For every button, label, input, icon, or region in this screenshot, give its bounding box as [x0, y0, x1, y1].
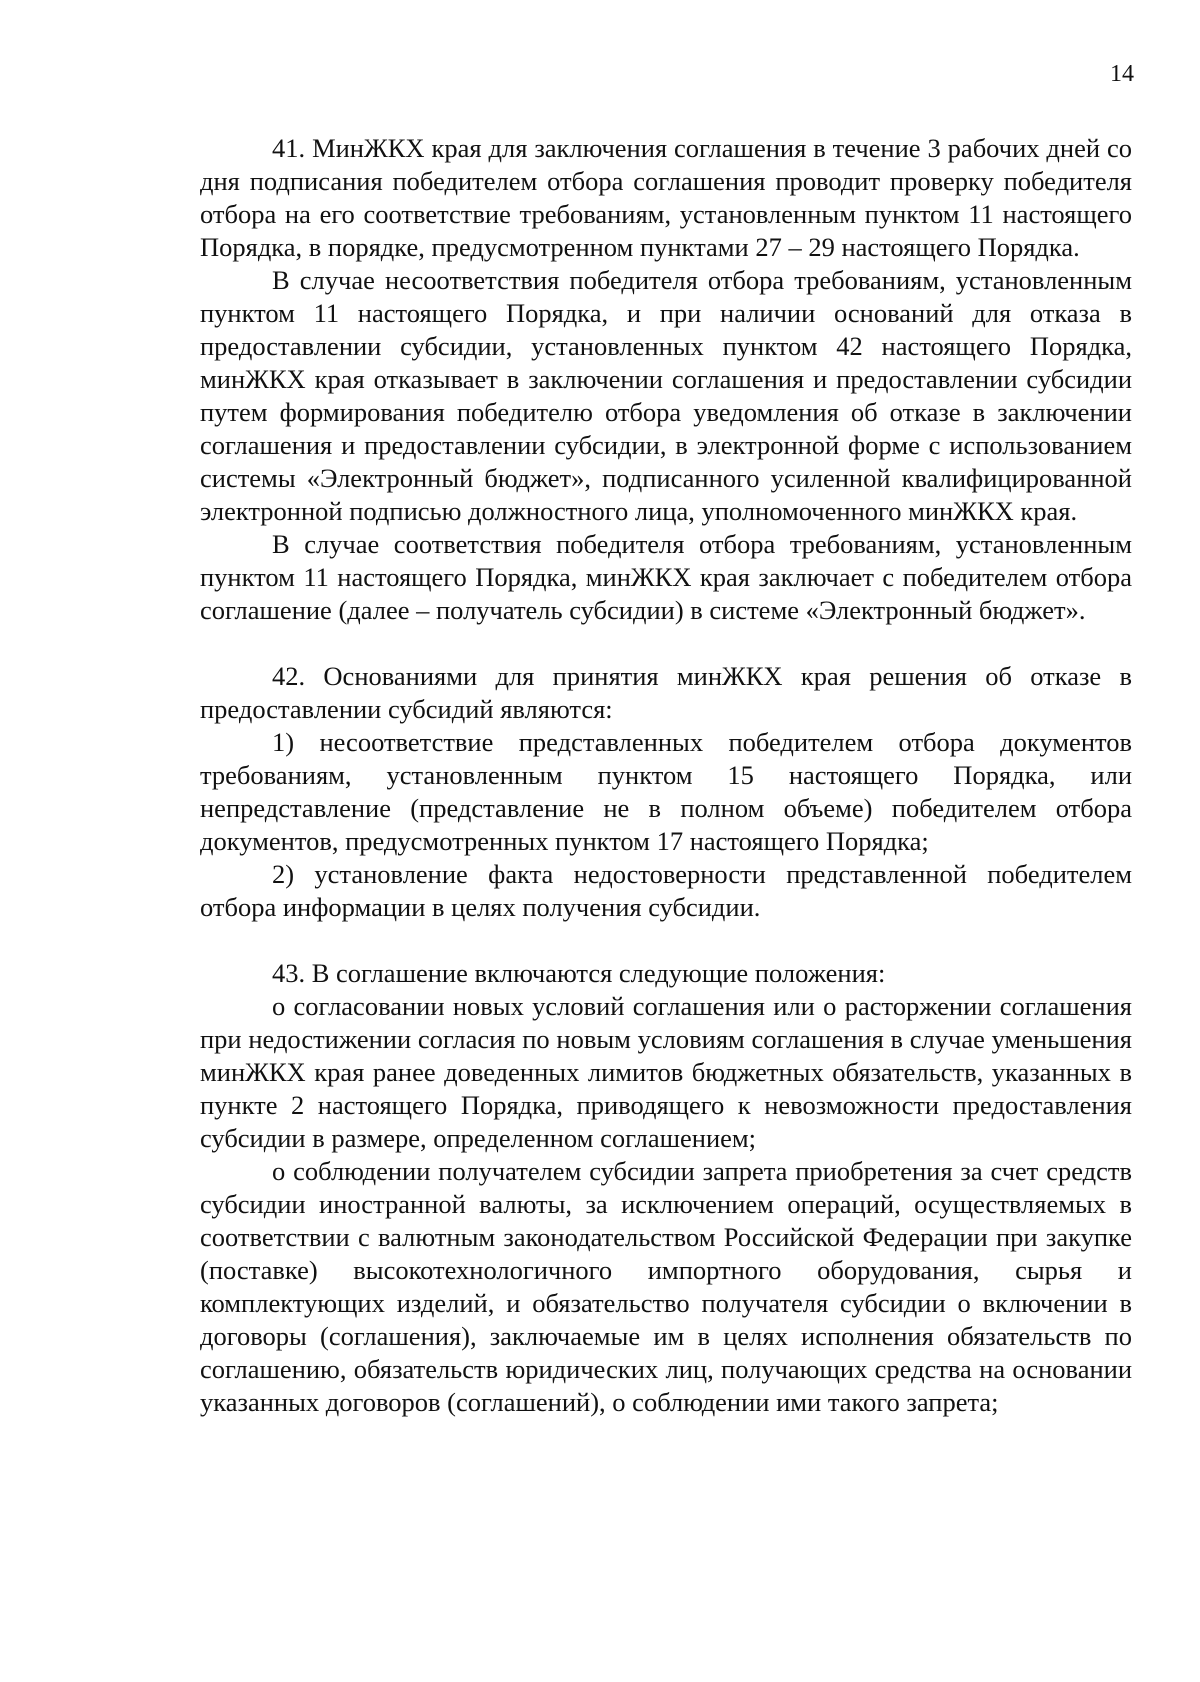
page-number: 14 — [1110, 61, 1134, 87]
document-body — [200, 132, 1132, 1419]
paragraph-43-item-1: о согласовании новых условий соглашения или о расторжении соглашения при недостижении согласия по новым условиям соглашения в случае уменьшения минЖКХ края ранее доведенных лимитов бюджетных обязательств, указанных в пункте 2 настоящего Порядка, приводящего к невозможности предоставления субсидии в размере, определенном соглашением; — [200, 991, 1132, 1153]
paragraph-41: 41. МинЖКХ края для заключения соглашения в течение 3 рабочих дней со дня подписания победителем отбора соглашения проводит проверку победителя отбора на его соответствие требованиям, установленным пунктом 11 настоящего Порядка, в порядке, предусмотренном пунктами 27 – 29 настоящего Порядка. — [200, 133, 1132, 262]
section-gap — [200, 924, 1132, 957]
paragraph-43: 43. В соглашение включаются следующие положения: — [272, 958, 886, 988]
paragraph-42-item-1: 1) несоответствие представленных победителем отбора документов требованиям, установленным пунктом 15 настоящего Порядка, или непредставление (представление не в полном объеме) победителем отбора документов, предусмотренных пунктом 17 настоящего Порядка; — [200, 727, 1132, 856]
paragraph-41-agreement: В случае соответствия победителя отбора требованиям, установленным пунктом 11 настоящего Порядка, минЖКХ края заключает с победителем отбора соглашение (далее – получатель субсидии) в системе «Электронный бюджет». — [200, 529, 1132, 625]
paragraph-41-refusal: В случае несоответствия победителя отбора требованиям, установленным пунктом 11 настоящего Порядка, и при наличии оснований для отказа в предоставлении субсидии, установленных пунктом 42 настоящего Порядка, минЖКХ края отказывает в заключении соглашения и предоставлении субсидии путем формирования победителю отбора уведомления об отказе в заключении соглашения и предоставлении субсидии, в электронной форме с использованием системы «Электронный бюджет», подписанного усиленной квалифицированной электронной подписью должностного лица, уполномоченного минЖКХ края. — [200, 265, 1132, 526]
section-gap — [200, 627, 1132, 660]
paragraph-42-item-2: 2) установление факта недостоверности представленной победителем отбора информации в целях получения субсидии. — [200, 859, 1132, 922]
paragraph-43-item-2: о соблюдении получателем субсидии запрета приобретения за счет средств субсидии иностранной валюты, за исключением операций, осуществляемых в соответствии с валютным законодательством Российской Федерации при закупке (поставке) высокотехнологичного импортного оборудования, сырья и комплектующих изделий, и обязательство получателя субсидии о включении в договоры (соглашения), заключаемые им в целях исполнения обязательств по соглашению, обязательств юридических лиц, получающих средства на основании указанных договоров (соглашений), о соблюдении ими такого запрета; — [200, 1156, 1132, 1417]
paragraph-42: 42. Основаниями для принятия минЖКХ края решения об отказе в предоставлении субсидий являются: — [200, 661, 1132, 724]
